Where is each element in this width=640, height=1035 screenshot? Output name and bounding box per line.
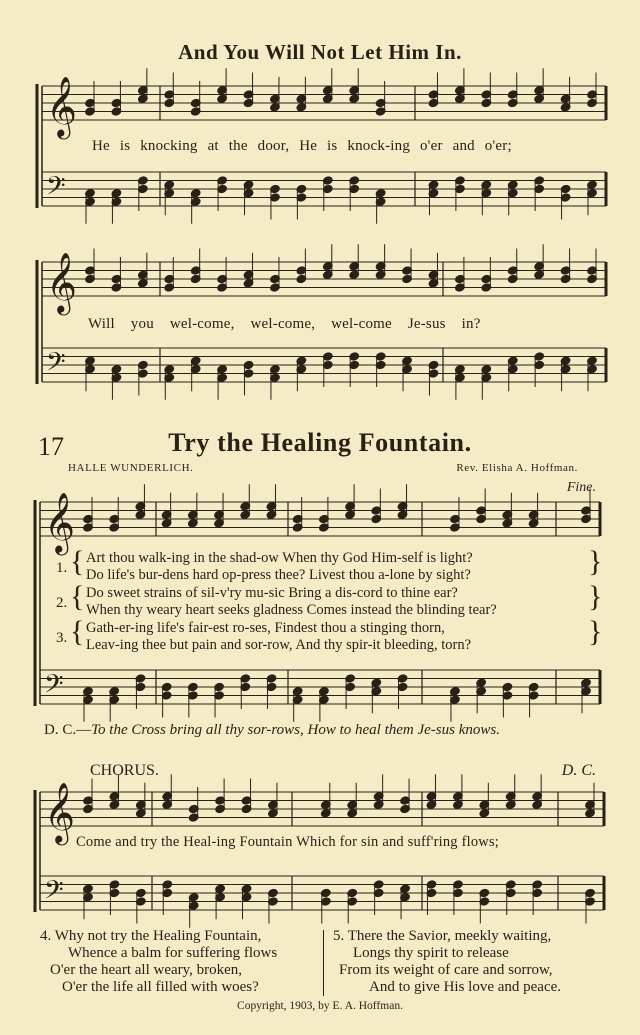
stanza-5-line: 5. There the Savior, meekly waiting, [333, 928, 552, 944]
brace-right-3: } [588, 615, 603, 648]
stanza-5-line: And to give His love and peace. [369, 979, 562, 995]
verse-number-2: 2. [56, 595, 68, 611]
dc-lyrics: To the Cross bring all thy sor-rows, How to heal them Je-sus knows. [91, 722, 500, 738]
hymn-title: Try the Healing Fountain. [168, 428, 472, 457]
verse-number-1: 1. [56, 560, 68, 576]
chorus-label: CHORUS. [90, 762, 159, 779]
dc-line [44, 722, 500, 739]
bass-clef: 𝄢 [44, 876, 64, 912]
treble-clef: 𝄞 [44, 492, 76, 553]
stanza-divider [323, 930, 324, 996]
lyrics-line-1: He is knocking at the door, He is knock-ing o'er and o'er; [92, 138, 512, 154]
verse-2-line-1: Do sweet strains of sil-v'ry mu-sic Bring a dis-cord to thine ear? [86, 585, 458, 601]
treble-clef: 𝄞 [46, 76, 78, 137]
fine-marking: Fine. [566, 480, 596, 495]
brace-right-1: } [588, 545, 603, 578]
author: Rev. Elisha A. Hoffman. [456, 462, 578, 474]
stanza-4-line: O'er the life all filled with woes? [62, 979, 259, 995]
composer: HALLE WUNDERLICH. [68, 462, 194, 474]
treble-clef: 𝄞 [46, 252, 78, 313]
hymn-number: 17 [38, 432, 64, 461]
bass-clef: 𝄢 [44, 670, 64, 706]
brace-left-3: { [70, 615, 85, 648]
stanza-4 [40, 928, 277, 996]
song-title-top: And You Will Not Let Him In. [178, 40, 462, 64]
stanza-4-line: 4. Why not try the Healing Fountain, [40, 928, 262, 944]
brace-right-2: } [588, 580, 603, 613]
lyrics-line-2: Will you wel-come, wel-come, wel-come Je-sus in? [88, 316, 481, 332]
copyright: Copyright, 1903, by E. A. Hoffman. [237, 1000, 403, 1012]
stanza-5-line: From its weight of care and sorrow, [339, 962, 553, 978]
stanza-4-line: O'er the heart all weary, broken, [50, 962, 243, 978]
chorus-lyrics: Come and try the Heal-ing Fountain Which for sin and suff'ring flows; [76, 834, 500, 850]
verse-number-3: 3. [56, 630, 68, 646]
brace-left-2: { [70, 580, 85, 613]
verse-3-line-1: Gath-er-ing life's fair-est ro-ses, Findest thou a stinging thorn, [86, 620, 445, 636]
stanza-4-line: Whence a balm for suffering flows [68, 945, 278, 961]
bass-clef: 𝄢 [46, 348, 66, 384]
verse-1-line-1: Art thou walk-ing in the shad-ow When thy God Him-self is light? [86, 550, 473, 566]
chorus-dc-marking: D. C. [561, 762, 596, 779]
stanza-5 [333, 928, 561, 996]
verse-2-line-2: When thy weary heart seeks gladness Comes instead the blinding tear? [86, 602, 497, 618]
verse-3-line-2: Leav-ing thee but pain and sor-row, And thy spir-it bleeding, torn? [86, 637, 472, 653]
verse-1-line-2: Do life's bur-dens hard op-press thee? Livest thou a-lone by sight? [86, 567, 471, 583]
treble-clef: 𝄞 [44, 782, 76, 843]
dc-label: D. C.— [44, 722, 92, 738]
stanza-5-line: Longs thy spirit to release [353, 945, 509, 961]
bass-clef: 𝄢 [46, 172, 66, 208]
brace-left-1: { [70, 545, 85, 578]
